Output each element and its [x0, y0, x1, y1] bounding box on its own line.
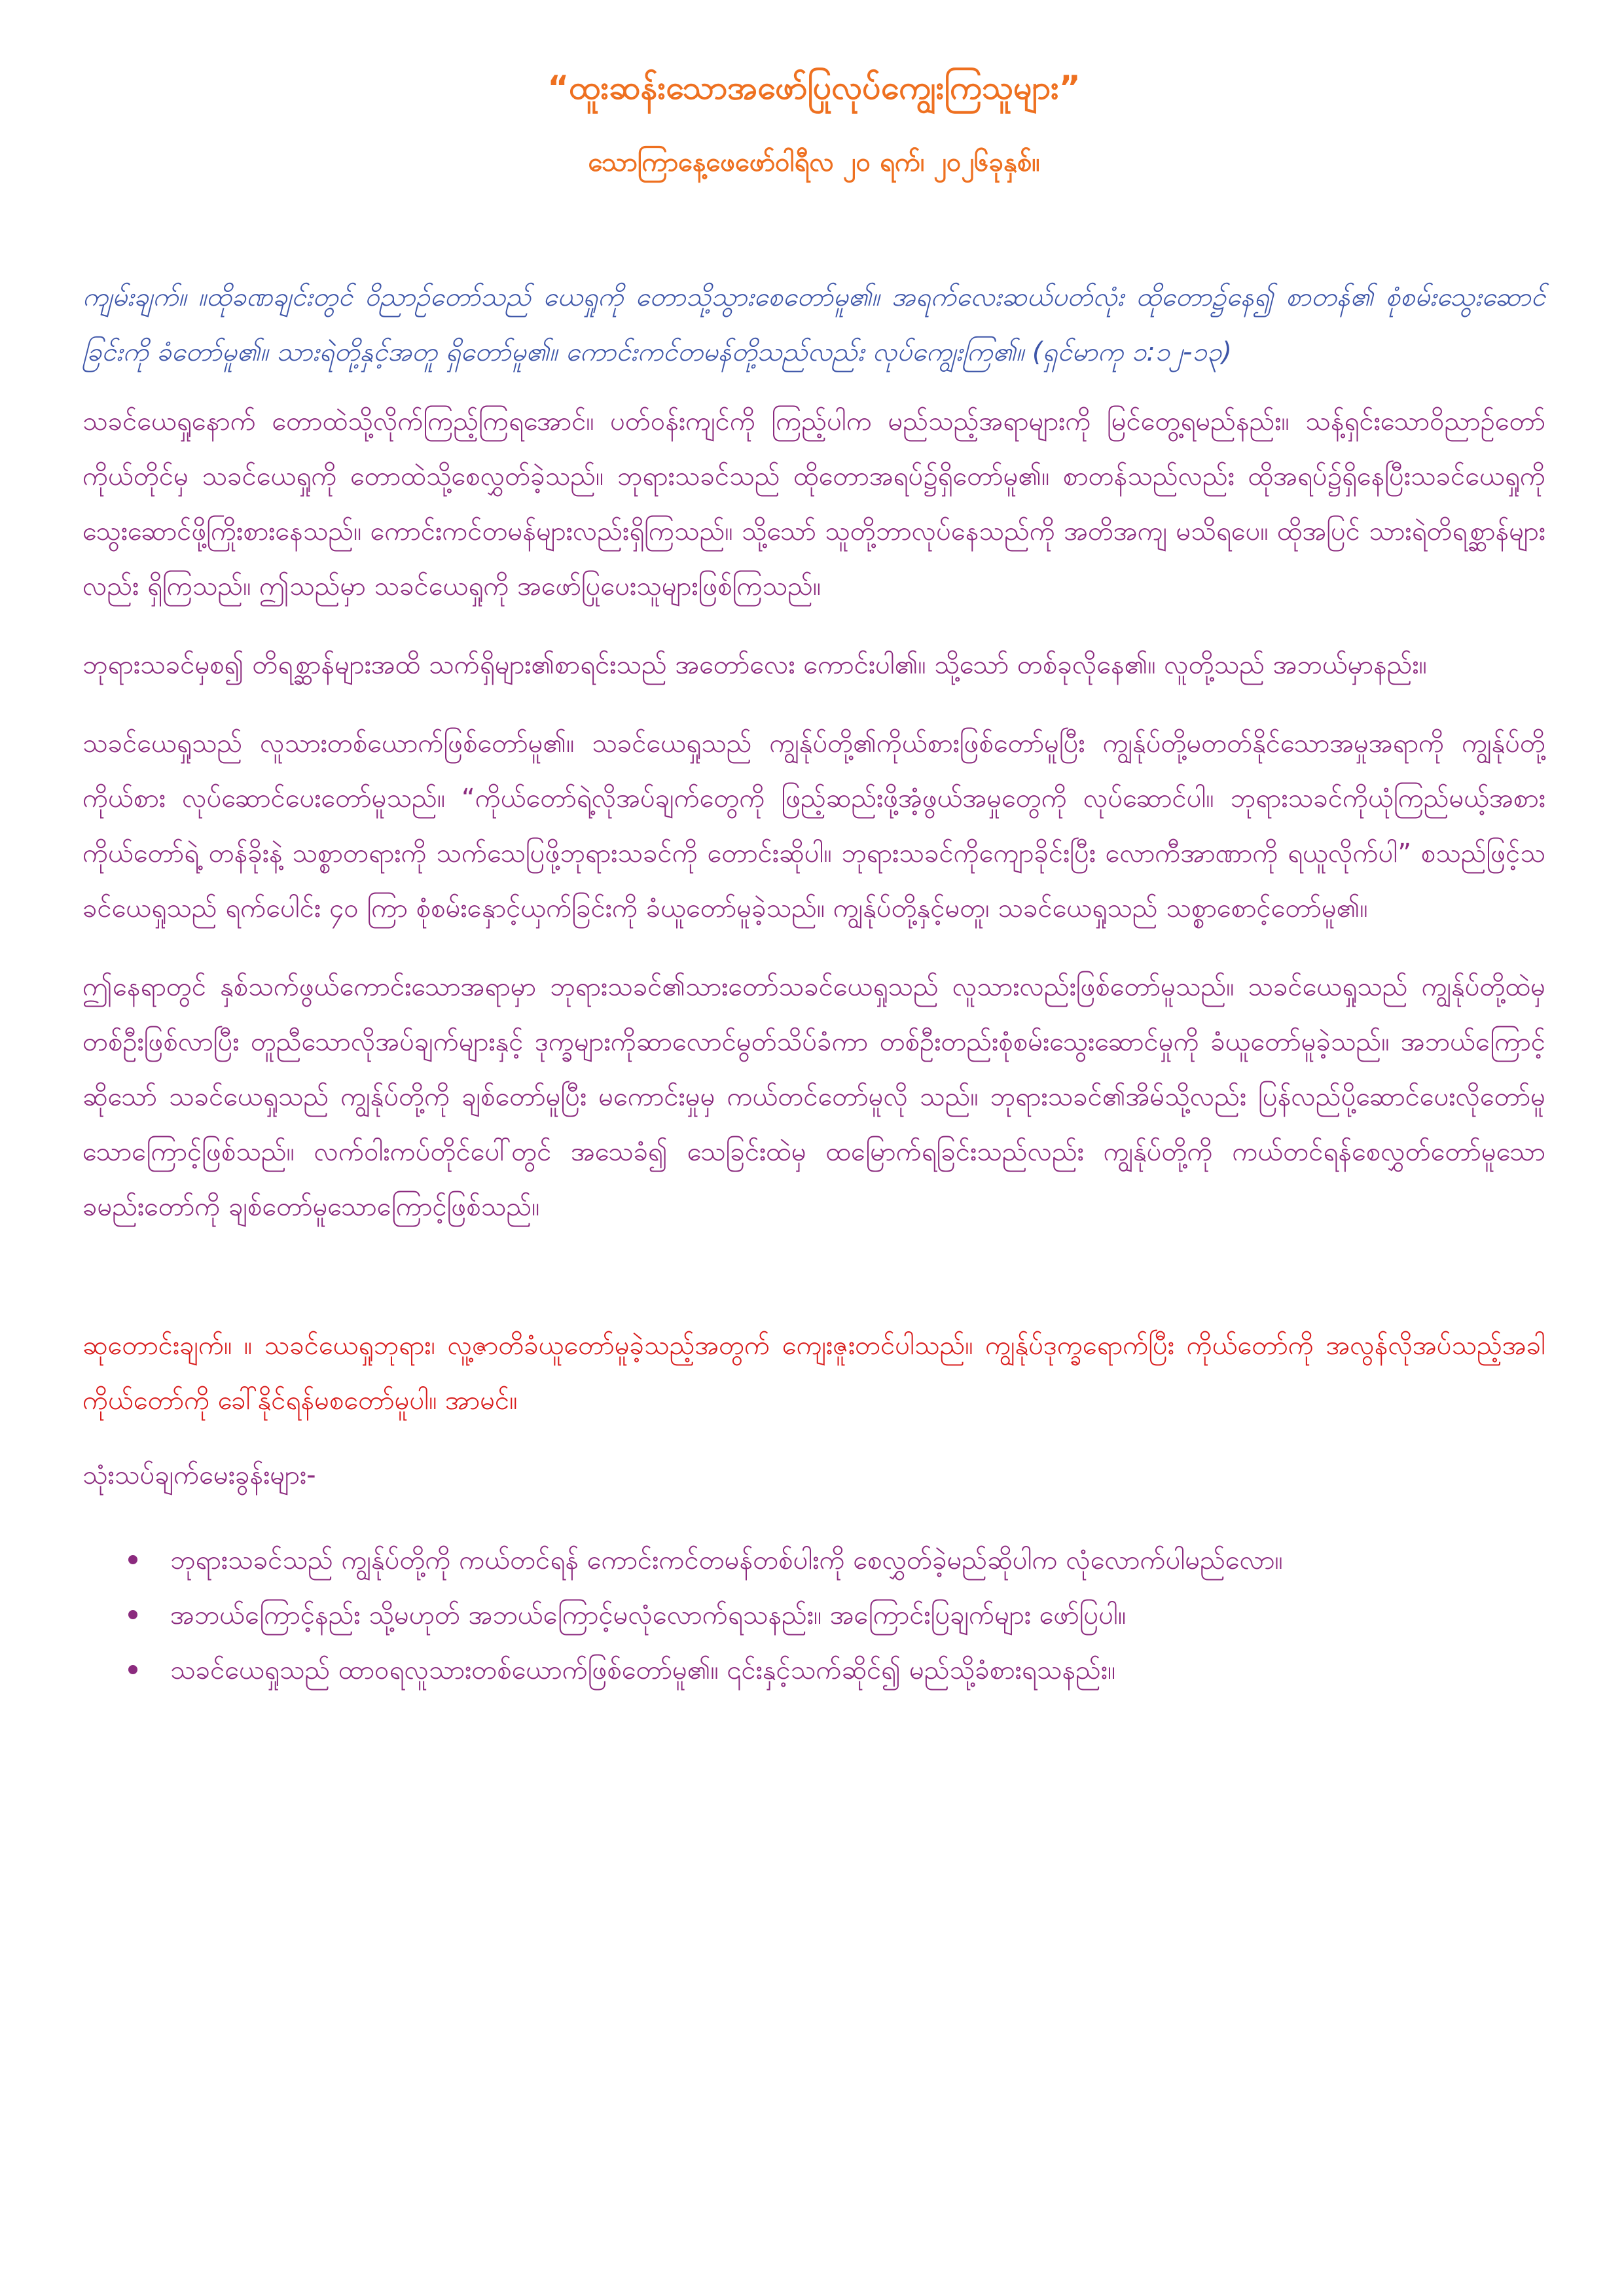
question-text: အဘယ်ကြောင့်နည်း သို့မဟုတ် အဘယ်ကြောင့်မလုံလောက်ရသနည်း။ အကြောင်းပြချက်များ ဖော်ပြပါ။ [170, 1600, 1127, 1630]
questions-heading: သုံးသပ်ချက်မေးခွန်းများ- [82, 1460, 316, 1490]
bullet-icon [128, 1555, 137, 1564]
scripture-verse: ကျမ်းချက်။ ။ထိုခဏချင်းတွင် ဝိညာဉ်တော်သည် ယေရှုကို တောသို့သွားစေတော်မူ၏။ အရက်လေးဆယ်ပတ်လုံး ထိုတော၌နေ၍ စာတန်၏ စုံစမ်းသွေးဆောင်ခြင်းကို ခံတော်မူ၏။ သားရဲတို့နှင့်အတူ ရှိတော်မူ၏။ ကောင်းကင်တမန်တို့သည်လည်း လုပ်ကျွေးကြ၏။ (ရှင်မာကု ၁:၁၂-၁၃) [82, 282, 1545, 367]
prayer-paragraph: ဆုတောင်းချက်။ ။ သခင်ယေရှုဘုရား၊ လူ့ဇာတိခံယူတော်မူခဲ့သည့်အတွက် ကျေးဇူးတင်ပါသည်။ ကျွန်ုပ်ဒုက္ခရောက်ပြီး ကိုယ်တော်ကို အလွန်လိုအပ်သည့်အခါ ကိုယ်တော်ကို ခေါ်နိုင်ရန်မစတော်မူပါ။ အာမင်။ [82, 1331, 1545, 1416]
questions-list [82, 1533, 1545, 1698]
question-text: သခင်ယေရှုသည် ထာဝရလူသားတစ်ယောက်ဖြစ်တော်မူ၏။ ၎င်းနှင့်သက်ဆိုင်၍ မည်သို့ခံစားရသနည်း။ [170, 1655, 1116, 1685]
question-item [128, 1643, 1545, 1698]
page-title: “ထူးဆန်းသောအဖော်ပြုလုပ်ကျွေးကြသူများ” [547, 69, 1081, 107]
body-paragraph-3: သခင်ယေရှုသည် လူသားတစ်ယောက်ဖြစ်တော်မူ၏။ သခင်ယေရှုသည် ကျွန်ုပ်တို့၏ကိုယ်စားဖြစ်တော်မူပြီး ကျွန်ုပ်တို့မတတ်နိုင်သောအမှုအရာကို ကျွန်ုပ်တို့ကိုယ်စား လုပ်ဆောင်ပေးတော်မူသည်။ “ကိုယ်တော်ရဲ့လိုအပ်ချက်တွေကို ဖြည့်ဆည်းဖို့အံ့ဖွယ်အမှုတွေကို လုပ်ဆောင်ပါ။ ဘုရားသခင်ကိုယုံကြည်မယ့်အစား ကိုယ်တော်ရဲ့ တန်ခိုးနဲ့ သစ္စာတရားကို သက်သေပြဖို့ဘုရားသခင်ကို တောင်းဆိုပါ။ ဘုရားသခင်ကိုကျောခိုင်းပြီး လောကီအာဏာကို ရယူလိုက်ပါ” စသည်ဖြင့်သ ခင်ယေရှုသည် ရက်ပေါင်း ၄၀ ကြာ စုံစမ်းနှောင့်ယှက်ခြင်းကို ခံယူတော်မူခဲ့သည်။ ကျွန်ုပ်တို့နှင့်မတူ၊ သခင်ယေရှုသည် သစ္စာစောင့်တော်မူ၏။ [82, 728, 1545, 924]
body-paragraph-2: ဘုရားသခင်မှစ၍ တိရစ္ဆာန်များအထိ သက်ရှိများ၏စာရင်းသည် အတော်လေး ကောင်းပါ၏။ သို့သော် တစ်ခုလိုနေ၏။ လူတို့သည် အဘယ်မှာနည်း။ [82, 650, 1427, 680]
bullet-icon [128, 1665, 137, 1674]
body-paragraph-4: ဤနေရာတွင် နှစ်သက်ဖွယ်ကောင်းသောအရာမှာ ဘုရားသခင်၏သားတော်သခင်ယေရှုသည် လူသားလည်းဖြစ်တော်မူသည်။ သခင်ယေရှုသည် ကျွန်ုပ်တို့ထဲမှ တစ်ဦးဖြစ်လာပြီး တူညီသောလိုအပ်ချက်များနှင့် ဒုက္ခများကိုဆာလောင်မွတ်သိပ်ခံကာ တစ်ဦးတည်းစုံစမ်းသွေးဆောင်မှုကို ခံယူတော်မူခဲ့သည်။ အဘယ်ကြောင့်ဆိုသော် သခင်ယေရှုသည် ကျွန်ုပ်တို့ကို ချစ်တော်မူပြီး မကောင်းမှုမှ ကယ်တင်တော်မူလို သည်။ ဘုရားသခင်၏အိမ်သို့လည်း ပြန်လည်ပို့ဆောင်ပေးလိုတော်မူသောကြောင့်ဖြစ်သည်။ လက်ဝါးကပ်တိုင်ပေါ်တွင် အသေခံ၍ သေခြင်းထဲမှ ထမြောက်ရခြင်းသည်လည်း ကျွန်ုပ်တို့ကို ကယ်တင်ရန်စေလွှတ်တော်မူသော ခမည်းတော်ကို ချစ်တော်မူသောကြောင့်ဖြစ်သည်။ [82, 972, 1545, 1222]
body-paragraph-1: သခင်ယေရှုနောက် တောထဲသို့လိုက်ကြည့်ကြရအောင်။ ပတ်ဝန်းကျင်ကို ကြည့်ပါက မည်သည့်အရာများကို မြင်တွေ့ရမည်နည်း။ သန့်ရှင်းသောဝိညာဉ်တော်ကိုယ်တိုင်မှ သခင်ယေရှုကို တောထဲသို့စေလွှတ်ခဲ့သည်။ ဘုရားသခင်သည် ထိုတောအရပ်၌ရှိတော်မူ၏။ စာတန်သည်လည်း ထိုအရပ်၌ရှိနေပြီးသခင်ယေရှုကို သွေးဆောင်ဖို့ကြိုးစားနေသည်။ ကောင်းကင်တမန်များလည်းရှိကြသည်။ သို့သော် သူတို့ဘာလုပ်နေသည်ကို အတိအကျ မသိရပေ။ ထိုအပြင် သားရဲတိရစ္ဆာန်များလည်း ရှိကြသည်။ ဤသည်မှာ သခင်ယေရှုကို အဖော်ပြုပေးသူများဖြစ်ကြသည်။ [82, 406, 1545, 601]
page-date: သောကြာနေ့ဖေဖော်ဝါရီလ ၂၀ ရက်၊ ၂၀၂၆ခုနှစ်။ [588, 147, 1040, 177]
question-item [128, 1533, 1545, 1588]
question-item [128, 1588, 1545, 1643]
bullet-icon [128, 1610, 137, 1619]
question-text: ဘုရားသခင်သည် ကျွန်ုပ်တို့ကို ကယ်တင်ရန် ကောင်းကင်တမန်တစ်ပါးကို စေလွှတ်ခဲ့မည်ဆိုပါက လုံလောက်ပါမည်လော။ [170, 1545, 1283, 1575]
